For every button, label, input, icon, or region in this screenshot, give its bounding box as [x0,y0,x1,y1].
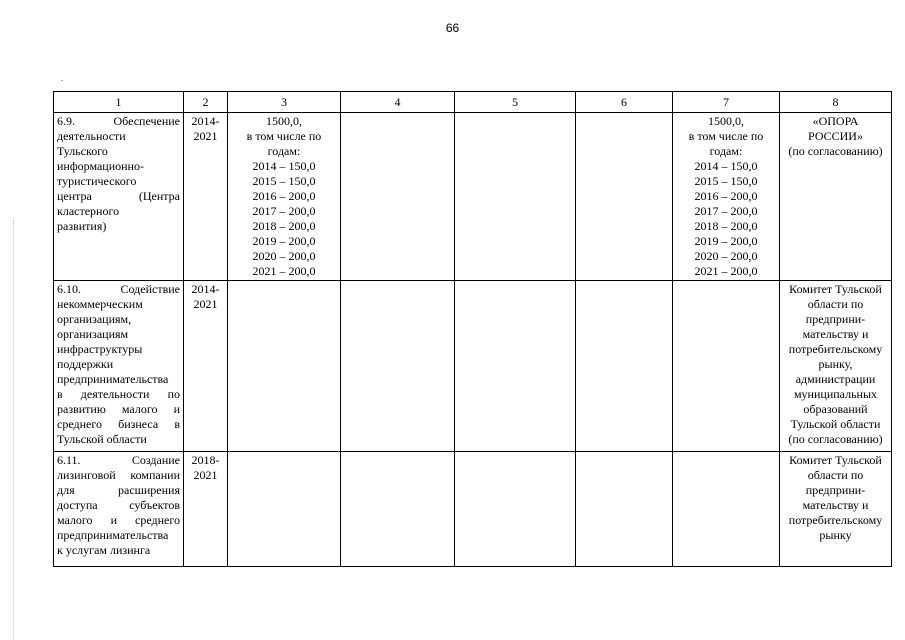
cell-line: 6.9. Обеспечение [57,114,180,128]
cell-line: в том числе по [246,129,322,143]
cell-line: 2018 – 200,0 [694,219,758,233]
cell-line: 2014 – 150,0 [252,159,316,173]
table-cell-col-4 [341,113,455,281]
table-cell-col-7 [673,113,780,281]
cell-line: области по [807,297,864,311]
cell-line: мательству и [802,498,869,512]
cell-line: Тульской области [790,417,881,431]
table-cell-col-1 [54,113,184,281]
table-cell-col-5 [455,113,576,281]
cell-line: 2014- [191,282,220,296]
cell-line: 2016 – 200,0 [252,189,316,203]
table-cell-col-7 [673,452,780,567]
cell-line: (по согласованию) [788,144,883,158]
cell-line: 2017 – 200,0 [252,204,316,218]
table-row [54,452,892,567]
cell-line: кластерного [57,204,120,218]
cell-line: 2015 – 150,0 [252,174,316,188]
cell-line: области по [807,468,864,482]
cell-line: некоммерческим [57,297,143,311]
table-row [54,281,892,452]
header-col-5: 5 [455,92,576,113]
cell-line: 2019 – 200,0 [694,234,758,248]
table-cell-col-2 [184,452,228,567]
cell-line: предпринимательства [57,372,169,386]
header-col-2: 2 [184,92,228,113]
table-cell-col-5 [455,452,576,567]
cell-line: 1500,0, [708,114,744,128]
cell-line: 6.11. Создание [57,453,180,467]
table-cell-col-6 [576,281,673,452]
cell-line: администрации [795,372,876,386]
page-number: 66 [445,21,460,35]
table-cell-col-4 [341,281,455,452]
header-col-3: 3 [228,92,341,113]
cell-line: развития) [57,219,107,233]
header-col-4: 4 [341,92,455,113]
cell-line: центра (Центра [57,189,180,203]
cell-line: в деятельности по [57,387,180,401]
cell-line: инфраструктуры [57,342,143,356]
cell-line: 2021 [193,468,218,482]
table-cell-col-3 [228,113,341,281]
cell-line: (по согласованию) [788,432,883,446]
cell-line: предприни- [805,312,866,326]
cell-line: предпринимательства [57,528,169,542]
cell-line: Комитет Тульской [789,453,882,467]
cell-line: потребительскому [788,513,883,527]
cell-line: для расширения [57,483,180,497]
margin-dots [13,220,16,640]
cell-line: 2021 [193,129,218,143]
cell-line: малого и среднего [57,513,180,527]
scan-mark [61,80,63,81]
cell-line: доступа субъектов [57,498,180,512]
cell-line: развитию малого и [57,402,180,416]
cell-line: годам: [267,144,301,158]
cell-line: 2018- [191,453,220,467]
cell-line: рынку, [818,357,853,371]
cell-line: Тульской области [57,432,147,446]
cell-line: 6.10. Содействие [57,282,180,296]
table-cell-col-6 [576,452,673,567]
header-col-8: 8 [780,92,892,113]
cell-line: Тульского [57,144,108,158]
table-cell-col-3 [228,281,341,452]
table-cell-col-1 [54,452,184,567]
table-cell-col-4 [341,452,455,567]
table-cell-col-2 [184,113,228,281]
table-cell-col-6 [576,113,673,281]
header-col-7: 7 [673,92,780,113]
cell-line: Комитет Тульской [789,282,882,296]
cell-line: муниципальных [793,387,878,401]
table-cell-col-5 [455,281,576,452]
table-cell-col-7 [673,281,780,452]
cell-line: 2021 – 200,0 [252,264,316,278]
header-row [54,92,892,113]
cell-line: 2014- [191,114,220,128]
measures-table [53,91,892,567]
cell-line: 2016 – 200,0 [694,189,758,203]
cell-line: предприни- [805,483,866,497]
cell-line: к услугам лизинга [57,543,151,557]
table-cell-col-1 [54,281,184,452]
cell-line: лизинговой компании [57,468,180,482]
cell-line: среднего бизнеса в [57,417,180,431]
cell-line: 1500,0, [266,114,302,128]
table-row [54,113,892,281]
cell-line: 2021 [193,297,218,311]
cell-line: деятельности [57,129,126,143]
cell-line: «ОПОРА [812,114,859,128]
cell-line: организациям, [57,312,132,326]
header-col-1: 1 [54,92,184,113]
table-cell-col-8 [780,452,892,567]
cell-line: рынку [819,528,852,542]
cell-line: 2017 – 200,0 [694,204,758,218]
table-cell-col-2 [184,281,228,452]
cell-line: туристического [57,174,137,188]
cell-line: мательству и [802,327,869,341]
cell-line: в том числе по [688,129,764,143]
cell-line: организациям [57,327,129,341]
cell-line: 2021 – 200,0 [694,264,758,278]
table-cell-col-8 [780,113,892,281]
table-cell-col-8 [780,281,892,452]
cell-line: 2020 – 200,0 [694,249,758,263]
cell-line: 2018 – 200,0 [252,219,316,233]
header-col-6: 6 [576,92,673,113]
cell-line: образований [803,402,868,416]
cell-line: 2014 – 150,0 [694,159,758,173]
cell-line: 2015 – 150,0 [694,174,758,188]
table-cell-col-3 [228,452,341,567]
cell-line: поддержки [57,357,114,371]
cell-line: потребительскому [788,342,883,356]
cell-line: информационно- [57,159,144,173]
cell-line: годам: [709,144,743,158]
cell-line: РОССИИ» [808,129,863,143]
cell-line: 2019 – 200,0 [252,234,316,248]
cell-line: 2020 – 200,0 [252,249,316,263]
